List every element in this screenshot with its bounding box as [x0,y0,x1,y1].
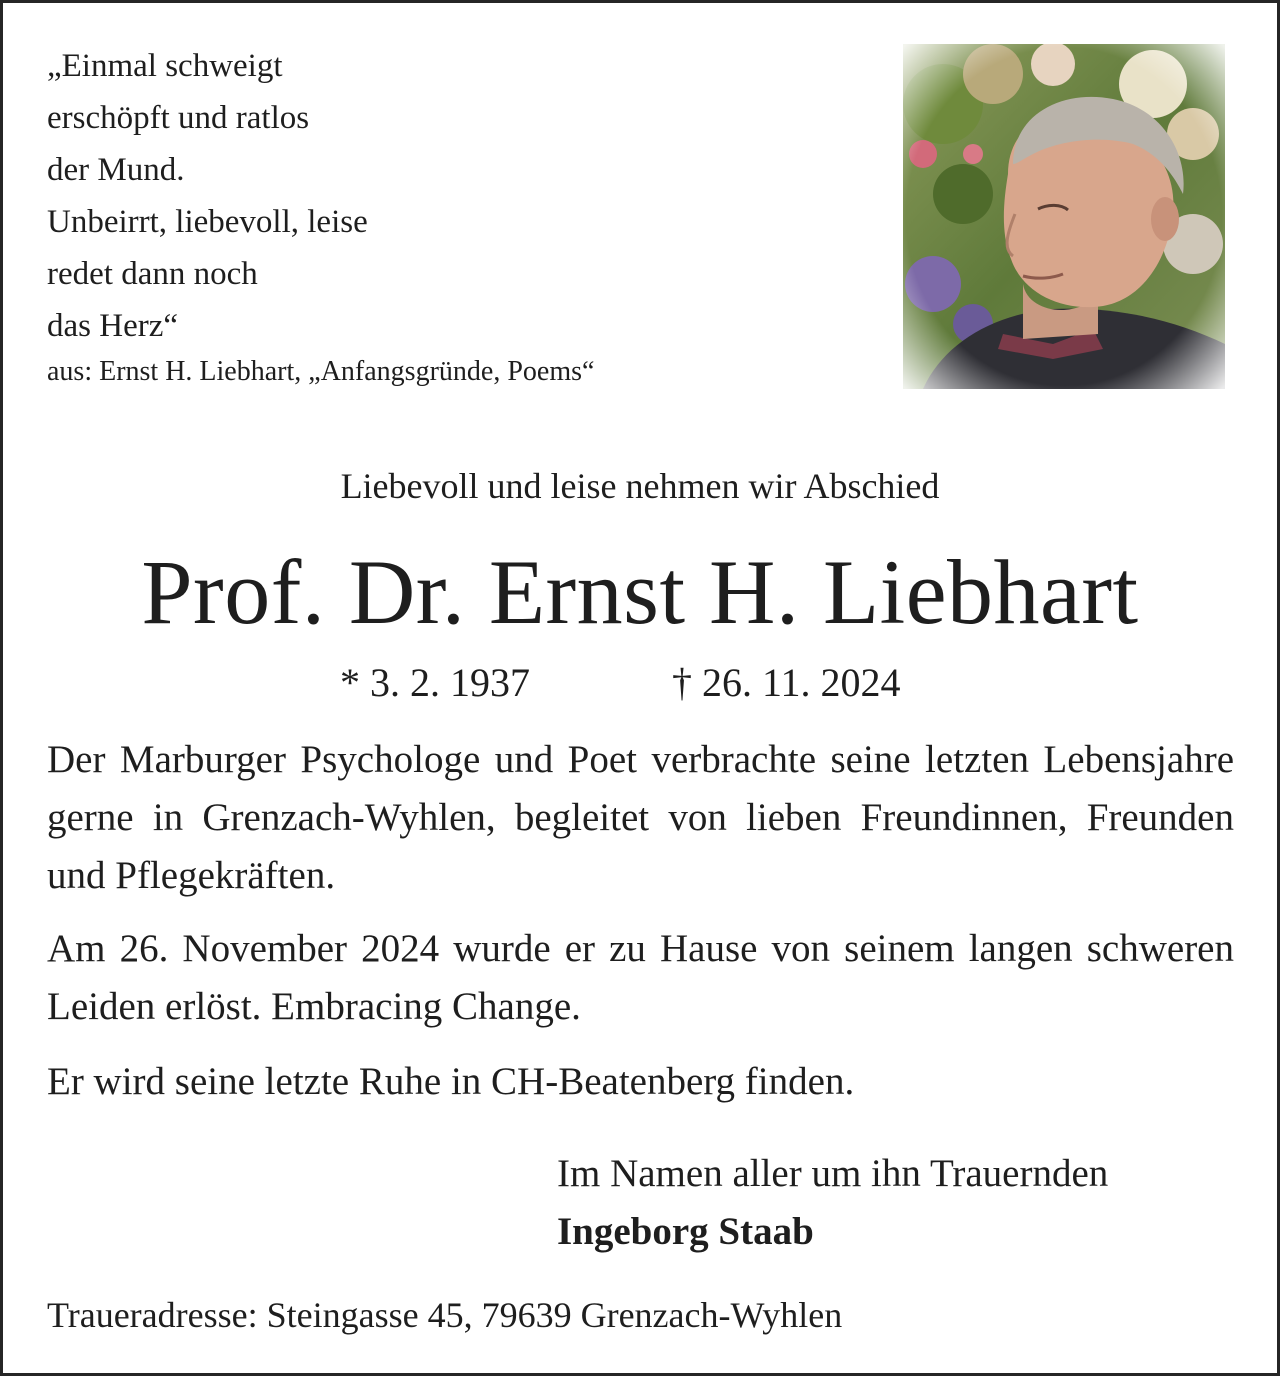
passing-paragraph: Am 26. November 2024 wurde er zu Hause von seinem langen schweren Leiden erlöst. Embracing Change. [47,927,1234,1028]
poem-quote [47,40,594,390]
death-date: † 26. 11. 2024 [672,660,901,705]
birth-date: * 3. 2. 1937 [340,660,530,705]
deceased-name: Prof. Dr. Ernst H. Liebhart [141,541,1139,643]
quote-line: redet dann noch [47,256,258,292]
farewell-lead: Liebevoll und leise nehmen wir Abschied [340,466,940,506]
quote-line: Unbeirrt, liebevoll, leise [47,204,368,240]
quote-line: erschöpft und ratlos [47,100,310,136]
signer-name: Ingeborg Staab [557,1210,814,1253]
closing-block [557,1145,1108,1261]
quote-line: „Einmal schweigt [47,48,283,84]
biography-paragraph: Der Marburger Psychologe und Poet verbrachte seine letzten Lebensjahre gerne in Grenzach-Wyhlen, begleitet von lieben Freundinnen, Freunden und Pflegekräften. [47,738,1234,897]
mourning-address: Traueradresse: Steingasse 45, 79639 Grenzach-Wyhlen [47,1295,843,1335]
burial-paragraph: Er wird seine letzte Ruhe in CH-Beatenberg finden. [47,1060,855,1103]
quote-source: aus: Ernst H. Liebhart, „Anfangsgründe, Poems“ [47,356,595,387]
quote-line: der Mund. [47,152,185,188]
closing-line: Im Namen aller um ihn Trauernden [557,1152,1109,1195]
portrait-photo [903,44,1225,389]
quote-line: das Herz“ [47,308,179,344]
